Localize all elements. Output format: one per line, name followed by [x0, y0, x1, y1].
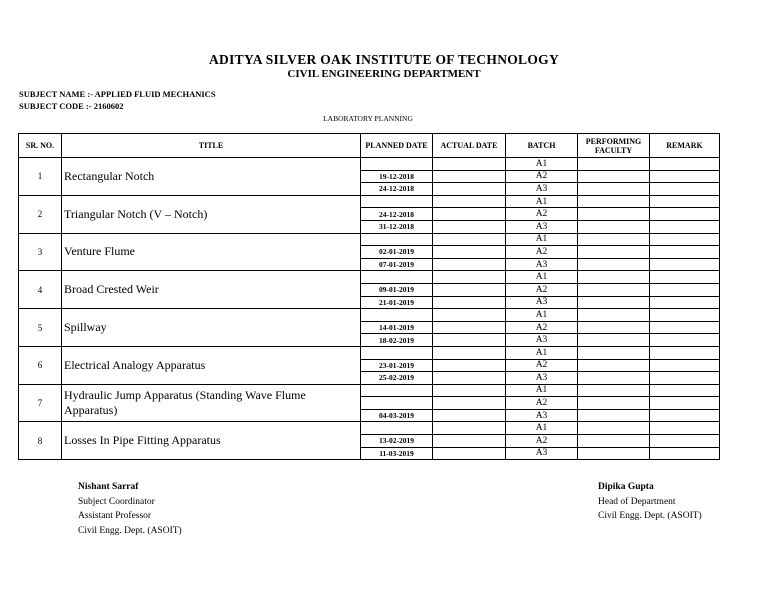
remark-cell — [650, 359, 720, 372]
batch-cell: A1 — [506, 346, 578, 359]
actual-date-cell — [433, 384, 506, 397]
actual-date-cell — [433, 435, 506, 448]
performing-faculty-cell — [578, 397, 650, 410]
actual-date-cell — [433, 447, 506, 460]
batch-cell: A3 — [506, 409, 578, 422]
document-title: LABORATORY PLANNING — [323, 114, 413, 123]
remark-cell — [650, 158, 720, 171]
batch-cell: A2 — [506, 170, 578, 183]
hod-department: Civil Engg. Dept. (ASOIT) — [598, 511, 702, 521]
planned-date-cell — [361, 158, 433, 171]
batch-cell: A2 — [506, 359, 578, 372]
remark-cell — [650, 409, 720, 422]
planned-date-cell — [361, 422, 433, 435]
performing-faculty-cell — [578, 321, 650, 334]
performing-faculty-cell — [578, 258, 650, 271]
batch-cell: A3 — [506, 447, 578, 460]
actual-date-cell — [433, 258, 506, 271]
performing-faculty-cell — [578, 220, 650, 233]
actual-date-cell — [433, 208, 506, 221]
department-name: CIVIL ENGINEERING DEPARTMENT — [287, 68, 481, 80]
planned-date-cell: 04-03-2019 — [361, 409, 433, 422]
planned-date-cell — [361, 233, 433, 246]
coordinator-role: Subject Coordinator — [78, 496, 155, 507]
experiment-title-cell: Electrical Analogy Apparatus — [62, 346, 361, 384]
batch-cell: A2 — [506, 208, 578, 221]
planned-date-cell: 18-02-2019 — [361, 334, 433, 347]
batch-cell: A3 — [506, 372, 578, 385]
institute-name: ADITYA SILVER OAK INSTITUTE OF TECHNOLOGY — [208, 52, 560, 67]
remark-cell — [650, 397, 720, 410]
column-header-batch: BATCH — [506, 134, 578, 158]
table-row — [19, 158, 720, 171]
planned-date-cell — [361, 271, 433, 284]
performing-faculty-cell — [578, 309, 650, 322]
column-header-sr-no: SR. NO. — [19, 134, 62, 158]
remark-cell — [650, 447, 720, 460]
performing-faculty-cell — [578, 334, 650, 347]
signature-block-hod — [598, 480, 702, 524]
table-row — [19, 195, 720, 208]
subject-code: SUBJECT CODE :- 2160602 — [19, 101, 124, 111]
planned-date-cell: 14-01-2019 — [361, 321, 433, 334]
batch-cell: A1 — [506, 233, 578, 246]
planned-date-cell: 09-01-2019 — [361, 283, 433, 296]
hod-role: Head of Department — [598, 496, 676, 507]
sr-no-cell: 7 — [19, 384, 62, 422]
performing-faculty-cell — [578, 296, 650, 309]
remark-cell — [650, 296, 720, 309]
actual-date-cell — [433, 158, 506, 171]
performing-faculty-cell — [578, 271, 650, 284]
batch-cell: A1 — [506, 309, 578, 322]
planned-date-cell — [361, 346, 433, 359]
remark-cell — [650, 208, 720, 221]
hod-name: Dipika Gupta — [598, 482, 654, 492]
batch-cell: A3 — [506, 220, 578, 233]
performing-faculty-cell — [578, 233, 650, 246]
experiment-title-cell: Broad Crested Weir — [62, 271, 361, 309]
coordinator-designation: Assistant Professor — [78, 511, 152, 521]
actual-date-cell — [433, 170, 506, 183]
actual-date-cell — [433, 283, 506, 296]
actual-date-cell — [433, 309, 506, 322]
remark-cell — [650, 183, 720, 196]
batch-cell: A1 — [506, 422, 578, 435]
remark-cell — [650, 233, 720, 246]
batch-cell: A2 — [506, 435, 578, 448]
remark-cell — [650, 246, 720, 259]
remark-cell — [650, 435, 720, 448]
actual-date-cell — [433, 271, 506, 284]
planned-date-cell: 19-12-2018 — [361, 170, 433, 183]
experiment-title-cell: Rectangular Notch — [62, 158, 361, 196]
remark-cell — [650, 170, 720, 183]
actual-date-cell — [433, 346, 506, 359]
batch-cell: A2 — [506, 397, 578, 410]
experiment-title-cell: Spillway — [62, 309, 361, 347]
batch-cell: A2 — [506, 246, 578, 259]
table-row — [19, 271, 720, 284]
planned-date-cell — [361, 384, 433, 397]
table-row — [19, 384, 720, 397]
coordinator-name: Nishant Sarraf — [78, 482, 139, 492]
sr-no-cell: 2 — [19, 195, 62, 233]
batch-cell: A1 — [506, 158, 578, 171]
remark-cell — [650, 283, 720, 296]
remark-cell — [650, 334, 720, 347]
batch-cell: A2 — [506, 283, 578, 296]
table-row — [19, 422, 720, 435]
batch-cell: A3 — [506, 296, 578, 309]
planned-date-cell: 07-01-2019 — [361, 258, 433, 271]
performing-faculty-cell — [578, 208, 650, 221]
remark-cell — [650, 422, 720, 435]
performing-faculty-cell — [578, 384, 650, 397]
planned-date-cell: 21-01-2019 — [361, 296, 433, 309]
performing-faculty-cell — [578, 359, 650, 372]
batch-cell: A3 — [506, 334, 578, 347]
lab-planning-table — [18, 133, 720, 460]
planned-date-cell: 31-12-2018 — [361, 220, 433, 233]
signature-block-coordinator — [78, 480, 182, 538]
actual-date-cell — [433, 233, 506, 246]
actual-date-cell — [433, 220, 506, 233]
remark-cell — [650, 309, 720, 322]
remark-cell — [650, 271, 720, 284]
remark-cell — [650, 258, 720, 271]
planned-date-cell — [361, 397, 433, 410]
batch-cell: A1 — [506, 195, 578, 208]
planned-date-cell — [361, 309, 433, 322]
actual-date-cell — [433, 334, 506, 347]
planned-date-cell: 02-01-2019 — [361, 246, 433, 259]
performing-faculty-cell — [578, 447, 650, 460]
table-row — [19, 346, 720, 359]
performing-faculty-cell — [578, 435, 650, 448]
actual-date-cell — [433, 183, 506, 196]
remark-cell — [650, 220, 720, 233]
column-header-actual-date: ACTUAL DATE — [433, 134, 506, 158]
planned-date-cell: 13-02-2019 — [361, 435, 433, 448]
experiment-title-cell: Triangular Notch (V – Notch) — [62, 195, 361, 233]
performing-faculty-cell — [578, 283, 650, 296]
sr-no-cell: 5 — [19, 309, 62, 347]
batch-cell: A1 — [506, 384, 578, 397]
table-row — [19, 309, 720, 322]
actual-date-cell — [433, 372, 506, 385]
performing-faculty-cell — [578, 346, 650, 359]
sr-no-cell: 8 — [19, 422, 62, 460]
batch-cell: A2 — [506, 321, 578, 334]
column-header-title: TITLE — [62, 134, 361, 158]
actual-date-cell — [433, 397, 506, 410]
column-header-performing-faculty: PERFORMING FACULTY — [578, 134, 650, 158]
experiment-title-cell: Venture Flume — [62, 233, 361, 271]
planned-date-cell: 24-12-2018 — [361, 208, 433, 221]
actual-date-cell — [433, 409, 506, 422]
performing-faculty-cell — [578, 409, 650, 422]
experiment-title-cell: Losses In Pipe Fitting Apparatus — [62, 422, 361, 460]
performing-faculty-cell — [578, 158, 650, 171]
subject-name: SUBJECT NAME :- APPLIED FLUID MECHANICS — [19, 89, 216, 99]
experiment-title-cell: Hydraulic Jump Apparatus (Standing Wave Flume Apparatus) — [62, 384, 361, 422]
performing-faculty-cell — [578, 422, 650, 435]
batch-cell: A3 — [506, 183, 578, 196]
remark-cell — [650, 321, 720, 334]
remark-cell — [650, 346, 720, 359]
performing-faculty-cell — [578, 170, 650, 183]
batch-cell: A3 — [506, 258, 578, 271]
planned-date-cell: 11-03-2019 — [361, 447, 433, 460]
sr-no-cell: 1 — [19, 158, 62, 196]
sr-no-cell: 4 — [19, 271, 62, 309]
coordinator-department: Civil Engg. Dept. (ASOIT) — [78, 525, 182, 536]
table-header-row — [19, 134, 720, 158]
actual-date-cell — [433, 422, 506, 435]
planned-date-cell: 24-12-2018 — [361, 183, 433, 196]
column-header-planned-date: PLANNED DATE — [361, 134, 433, 158]
planned-date-cell: 23-01-2019 — [361, 359, 433, 372]
sr-no-cell: 3 — [19, 233, 62, 271]
actual-date-cell — [433, 246, 506, 259]
performing-faculty-cell — [578, 195, 650, 208]
sr-no-cell: 6 — [19, 346, 62, 384]
performing-faculty-cell — [578, 246, 650, 259]
actual-date-cell — [433, 195, 506, 208]
performing-faculty-cell — [578, 372, 650, 385]
actual-date-cell — [433, 359, 506, 372]
column-header-remark: REMARK — [650, 134, 720, 158]
table-row — [19, 233, 720, 246]
planned-date-cell — [361, 195, 433, 208]
actual-date-cell — [433, 321, 506, 334]
batch-cell: A1 — [506, 271, 578, 284]
planned-date-cell: 25-02-2019 — [361, 372, 433, 385]
remark-cell — [650, 384, 720, 397]
performing-faculty-cell — [578, 183, 650, 196]
remark-cell — [650, 372, 720, 385]
actual-date-cell — [433, 296, 506, 309]
remark-cell — [650, 195, 720, 208]
